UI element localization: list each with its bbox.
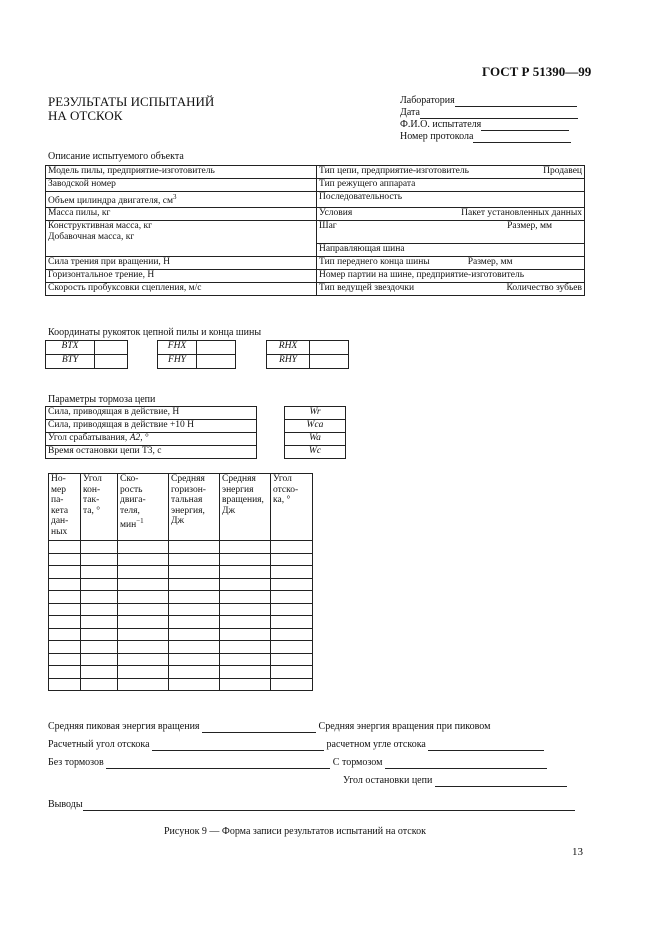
table-row[interactable] <box>49 603 313 616</box>
coord-label: BTY <box>46 355 95 369</box>
table-row[interactable] <box>49 578 313 591</box>
protocol-field[interactable] <box>473 142 571 143</box>
brake-symbol[interactable]: Wc <box>285 446 346 459</box>
summary-row-1 <box>48 721 490 733</box>
coord-label: RHX <box>267 341 310 355</box>
no-brakes-field[interactable] <box>106 768 330 769</box>
brake-label: Сила, приводящая в действие +10 Н <box>46 420 257 433</box>
tester-label: Ф.И.О. испытателя <box>400 119 482 130</box>
protocol-label: Номер протокола <box>400 131 474 142</box>
saw-mass-cell[interactable]: Масса пилы, кг <box>46 208 317 221</box>
summary-row-2 <box>48 739 544 751</box>
table-row[interactable] <box>49 616 313 629</box>
coord-value[interactable] <box>310 355 349 369</box>
laboratory-label: Лаборатория <box>400 95 455 106</box>
no-brakes-label: Без тормозов <box>48 757 104 768</box>
engine-cell[interactable]: Объем цилиндра двигателя, $см^3$ <box>46 192 317 208</box>
figure-caption: Рисунок 9 — Форма записи результатов испытаний на отскок <box>164 826 426 837</box>
coord-value[interactable] <box>310 341 349 355</box>
serial-cell[interactable]: Заводской номер <box>46 179 317 192</box>
conclusions-field[interactable] <box>83 810 575 811</box>
col-header-rotation-energy: Средняя энергия вращения, Дж <box>220 474 271 541</box>
document-code: ГОСТ Р 51390—99 <box>482 64 592 79</box>
conditions-cell[interactable]: Условия Пакет установленных данных <box>317 208 585 221</box>
peak-rotation-label: Средняя пиковая энергия вращения <box>48 721 200 732</box>
coord-label: FHX <box>158 341 197 355</box>
cutter-type-cell[interactable]: Тип режущего аппарата <box>317 179 585 192</box>
object-heading: Описание испытуемого объекта <box>48 151 184 162</box>
table-row[interactable] <box>49 591 313 604</box>
with-brake-field[interactable] <box>385 768 547 769</box>
brake-label-table <box>45 406 257 459</box>
brake-label: Угол срабатывания, A2, ° <box>46 433 257 446</box>
sprocket-cell[interactable]: Тип ведущей звездочки Количество зубьев <box>317 283 585 296</box>
col-header-engine-speed: Ско- рость двига- теля, мин$^{-1}$ <box>118 474 169 541</box>
peak-rotation-field[interactable] <box>202 732 316 733</box>
coord-label: BTX <box>46 341 95 355</box>
results-table <box>48 473 313 691</box>
form-title <box>48 95 214 123</box>
coord-value[interactable] <box>197 341 236 355</box>
rot-friction-cell[interactable]: Сила трения при вращении, Н <box>46 257 317 270</box>
form-title-line2: НА ОТСКОК <box>48 108 123 123</box>
pitch-cell[interactable]: Шаг Размер, мм <box>317 221 585 244</box>
hor-friction-cell[interactable]: Горизонтальное трение, Н <box>46 270 317 283</box>
clutch-speed-cell[interactable]: Скорость пробуксовки сцепления, м/с <box>46 283 317 296</box>
table-row[interactable] <box>49 641 313 654</box>
table-row[interactable] <box>49 653 313 666</box>
col-header-contact-angle: Угол кон- так- та, ° <box>81 474 118 541</box>
at-calc-angle-label: расчетном угле отскока <box>326 739 426 750</box>
stop-angle-label: Угол остановки цепи <box>343 775 433 786</box>
coord-value[interactable] <box>95 341 128 355</box>
coord-label: RHY <box>267 355 310 369</box>
model-cell[interactable]: Модель пилы, предприятие-изготовитель <box>46 166 317 179</box>
brake-symbol[interactable]: Wa <box>285 433 346 446</box>
lab-fields <box>400 95 578 143</box>
batch-cell[interactable]: Номер партии на шине, предприятие-изготовитель <box>317 270 585 283</box>
object-description-table <box>45 165 585 296</box>
coord-table-fh <box>157 340 236 369</box>
table-row[interactable] <box>49 566 313 579</box>
brake-label: Сила, приводящая в действие, Н <box>46 407 257 420</box>
coord-value[interactable] <box>95 355 128 369</box>
col-header-kickback-angle: Угол отско- ка, ° <box>271 474 313 541</box>
summary-row-4 <box>343 775 567 787</box>
results-body <box>49 541 313 691</box>
table-row[interactable] <box>49 678 313 691</box>
table-row[interactable] <box>49 666 313 679</box>
at-calc-angle-field[interactable] <box>428 750 544 751</box>
brake-symbol[interactable]: Wr <box>285 407 346 420</box>
with-brake-label: С тормозом <box>332 757 383 768</box>
conclusions-label: Выводы <box>48 799 83 810</box>
mass-cell[interactable]: Конструктивная масса, кг Добавочная масса, кг <box>46 221 317 257</box>
chain-type-cell[interactable]: Тип цепи, предприятие-изготовитель Продавец <box>317 166 585 179</box>
avg-rotation-label: Средняя энергия вращения при пиковом <box>318 721 491 732</box>
bar-tip-cell[interactable]: Тип переднего конца шины Размер, мм <box>317 257 585 270</box>
brake-symbol-table <box>284 406 346 459</box>
coord-table-bt <box>45 340 128 369</box>
conclusions-row <box>48 799 575 811</box>
calc-angle-label: Расчетный угол отскока <box>48 739 150 750</box>
col-header-packet: Но- мер па- кета дан- ных <box>49 474 81 541</box>
brake-symbol[interactable]: Wca <box>285 420 346 433</box>
sequence-cell[interactable]: Последовательность <box>317 192 585 208</box>
table-row[interactable] <box>49 541 313 554</box>
table-row[interactable] <box>49 553 313 566</box>
brake-heading: Параметры тормоза цепи <box>48 394 156 405</box>
guide-bar-cell[interactable]: Направляющая шина <box>317 244 585 257</box>
date-label: Дата <box>400 107 420 118</box>
col-header-horizontal-energy: Средняя горизон- тальная энергия, Дж <box>169 474 220 541</box>
brake-label: Время остановки цепи Т3, с <box>46 446 257 459</box>
calc-angle-field[interactable] <box>152 750 324 751</box>
summary-row-3 <box>48 757 547 769</box>
table-row[interactable] <box>49 628 313 641</box>
coord-value[interactable] <box>197 355 236 369</box>
page-number: 13 <box>572 846 583 858</box>
coord-label: FHY <box>158 355 197 369</box>
stop-angle-field[interactable] <box>435 786 567 787</box>
form-title-line1: РЕЗУЛЬТАТЫ ИСПЫТАНИЙ <box>48 94 215 109</box>
coord-table-rh <box>266 340 349 369</box>
coordinates-heading: Координаты рукояток цепной пилы и конца шины <box>48 327 262 338</box>
